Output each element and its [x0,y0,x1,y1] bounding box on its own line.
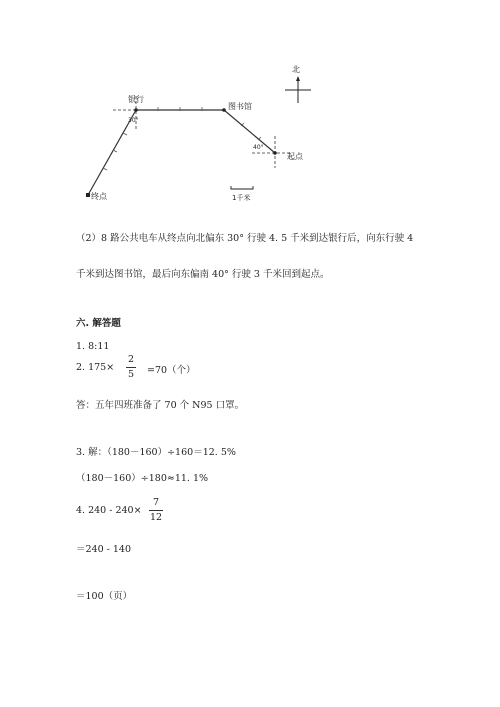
answer-2-fraction [126,355,136,379]
start-point [273,151,277,155]
answer-2-statement: 答：五年四班准备了 70 个 N95 口罩。 [76,400,245,411]
answer-3-line-1: 3. 解：（180－160）÷160＝12. 5% [76,447,236,458]
answer-4-line-3: ＝100（页） [76,591,133,602]
scale-label: 1千米 [232,194,251,202]
q2-line-2: 千米到达图书馆，最后向东偏南 40° 行驶 3 千米回到起点。 [76,269,330,280]
answer-4-fraction [149,498,163,522]
fraction-denominator: 5 [127,368,135,380]
bank-label: 银行 [128,95,144,104]
answer-2-suffix: =70（个） [147,365,196,376]
bank-point [134,108,138,112]
north-arrow-icon [296,76,300,81]
fraction-numerator: 2 [127,354,135,365]
route-library-to-start [224,110,275,153]
answer-3-line-2: （180－160）÷180≈11. 1% [76,473,209,484]
start-label: 起点 [287,152,303,161]
section-heading: 六. 解答题 [76,318,121,329]
angle-40-label: 40° [253,144,264,151]
library-label: 图书馆 [228,102,252,111]
answer-2-prefix: 2. 175× [76,362,115,373]
scale-bar [231,186,253,189]
end-label: 终点 [91,192,107,201]
q2-line-1: （2）8 路公共电车从终点向北偏东 30° 行驶 4. 5 千米到达银行后，向东行驶 4 [76,233,414,244]
fraction-denominator: 12 [149,511,163,523]
library-point [222,108,226,112]
fraction-numerator: 7 [152,497,160,508]
answer-4-line-2: ＝240 - 140 [76,544,132,555]
north-label: 北 [292,65,300,74]
end-point [86,193,90,197]
route-map [0,0,500,230]
angle-30-label: 30° [128,117,139,124]
answer-4-prefix: 4. 240 - 240× [76,505,142,516]
answer-1: 1. 8:11 [76,341,110,352]
